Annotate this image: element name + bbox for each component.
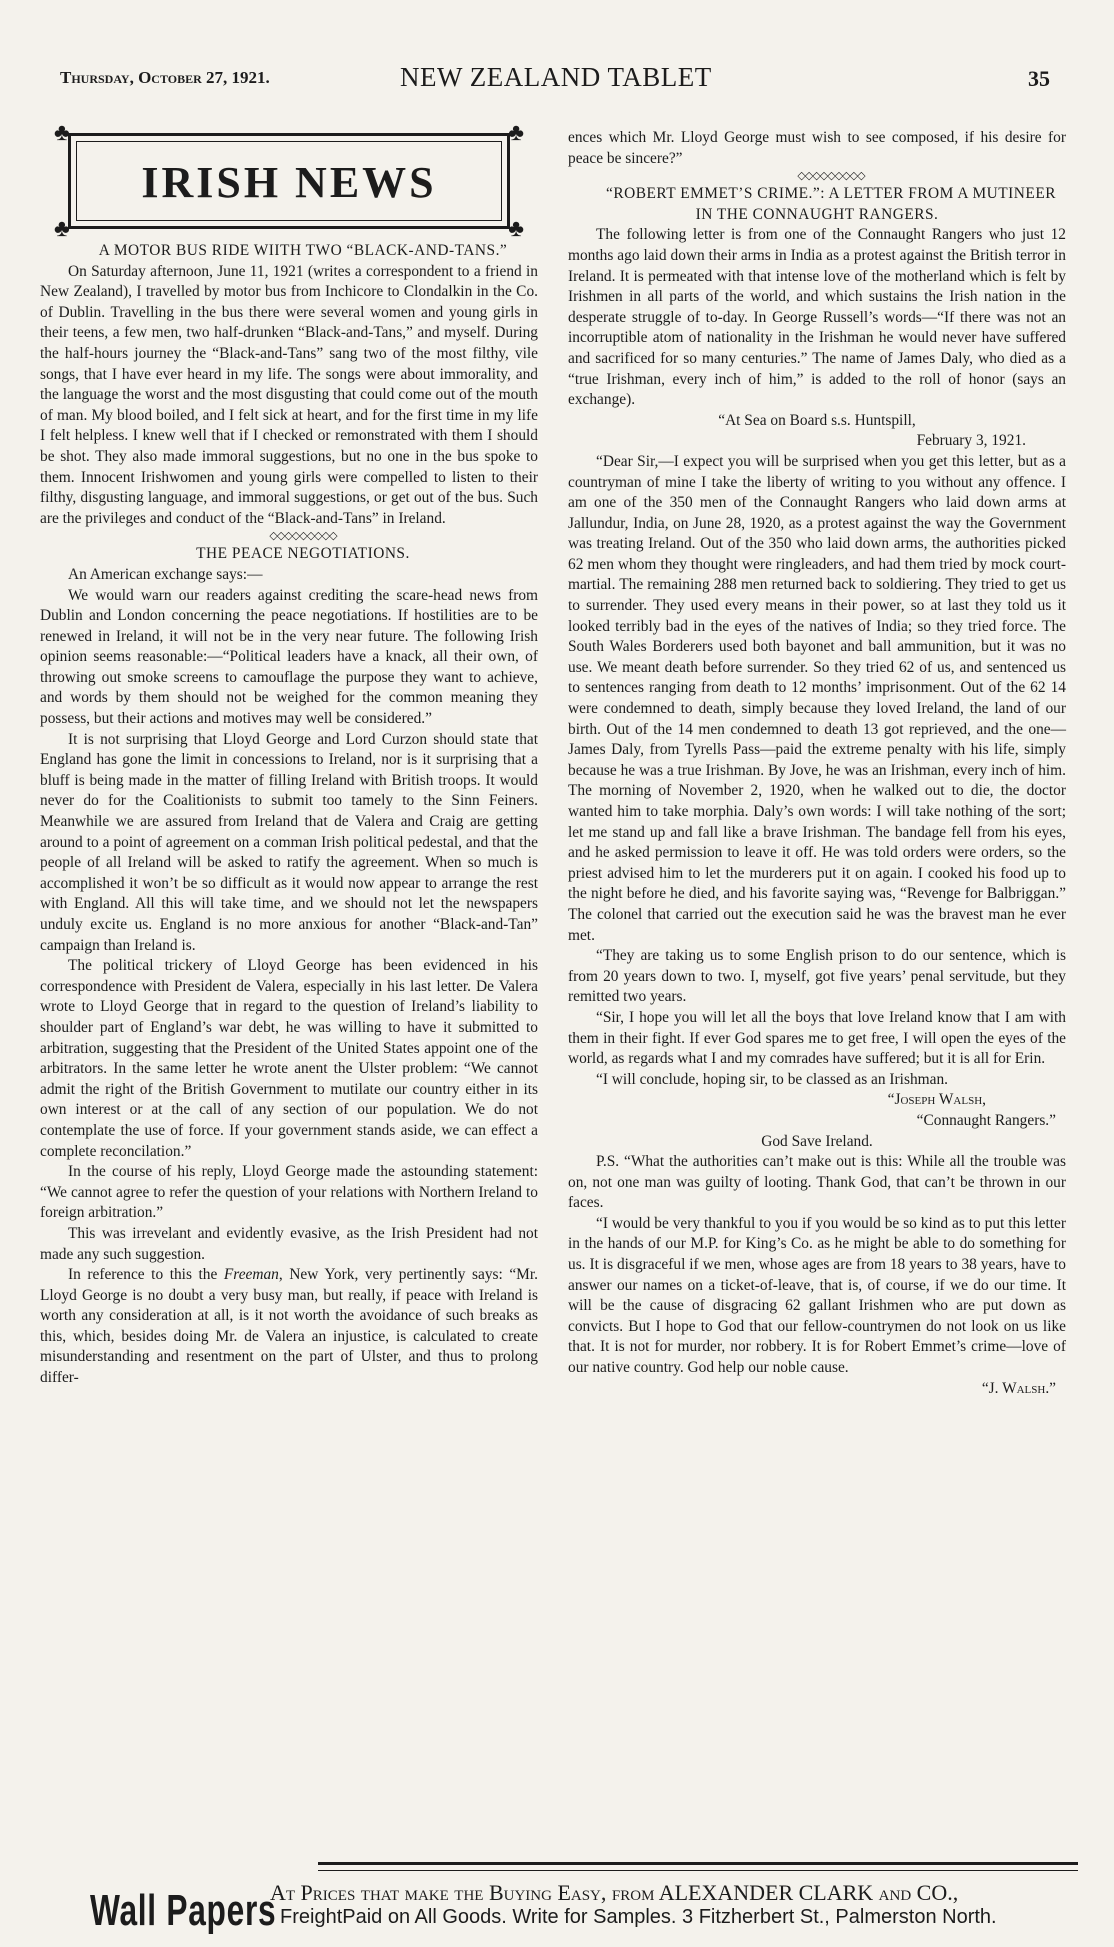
peace-heading: THE PEACE NEGOTIATIONS. [196,545,410,563]
postscript-paragraph: P.S. “What the authorities can’t make out is this: While all the trouble was on, not one man was guilty of looting. Thank God, that can’t be thrown in our faces. [568,1153,1066,1212]
shamrock-icon: ♣ [508,120,524,146]
letter-place: “At Sea on Board s.s. Huntspill, [718,411,916,429]
emmet-heading: “ROBERT EMMET’S CRIME.”: A LETTER FROM A MUTINEER IN THE CONNAUGHT RANGERS. [606,185,1056,223]
banner-title: IRISH NEWS [141,158,437,207]
masthead: NEW ZEALAND TABLET [400,62,712,92]
shamrock-icon: ♣ [54,120,70,146]
intro-paragraph: The following letter is from one of the Connaught Rangers who just 12 months ago laid down their arms in India as a protest against the British terror in Ireland. It is permeated with that intense love of the motherland which is felt by Irishmen in all parts of the world, and which sustains the Irish nation in the desperate struggle of to-day. In George Russell’s words—“If there was not an incorruptible atom of nationality in the Irishman he would never have suffered and sacrificed for so many centuries.” The name of James Daly, who died as a “true Irishman, every inch of him,” is added to the roll of honor (says an exchange). [568,226,1066,409]
letter-date: February 3, 1921. [916,432,1026,450]
signature-regiment: “Connaught Rangers.” [916,1111,1056,1129]
peace-paragraph [40,1265,538,1389]
right-column [568,128,1066,1399]
page-number: 35 [1028,66,1050,91]
footer-advert [60,1878,1080,1938]
postscript-paragraph: “I would be very thankful to you if you would be so kind as to put this letter in the hands of our M.P. for King’s Co. as he might be able to do something for us. It is disgraceful if we men, whose ages are from 18 years to 38 years, have to answer our names on a ticket-of-leave, that is, of course, if we do our time. It will be the cause of disgracing 62 gallant Irishmen who are put down as convicts. But I hope to God that our fellow-countrymen do not look on us like that. It is not for murder, nor robbery. It is for Robert Emmet’s crime—love of our native country. God help our noble cause. [568,1214,1066,1377]
issue-date: Thursday, October 27, 1921. [60,68,270,87]
freeman-title: Freeman [223,1266,279,1284]
wall-papers-brand: Wall Papers [90,1886,277,1935]
footer-rule-thin [318,1870,1078,1871]
signature-initial: “J. Walsh.” [981,1379,1056,1397]
peace-paragraph: In the course of his reply, Lloyd George made the astounding statement: “We cannot agree to refer the question of your relations with Northern Ireland to foreign arbitration.” [40,1163,538,1222]
shamrock-icon: ♣ [54,216,70,242]
irish-news-banner [54,120,524,242]
shamrock-icon: ♣ [508,216,524,242]
advert-line-2: FreightPaid on All Goods. Write for Samples. 3 Fitzherbert St., Palmerston North. [280,1906,997,1928]
god-save-ireland: God Save Ireland. [761,1132,873,1150]
letter-paragraph: “I will conclude, hoping sir, to be classed as an Irishman. [596,1070,948,1088]
letter-paragraph: “Sir, I hope you will let all the boys that love Ireland know that I am with them in their fight. If ever God spares me to get free, I will open the eyes of the world, as regards what I and my comrades have suffered; but it is all for Erin. [568,1008,1066,1068]
ornament-divider: ◇◇◇◇◇◇◇◇◇ [797,170,865,183]
motorbus-heading: A MOTOR BUS RIDE WIITH TWO “BLACK-AND-TANS.” [98,242,508,259]
motorbus-paragraph: On Saturday afternoon, June 11, 1921 (writes a correspondent to a friend in New Zealand), I travelled by motor bus from Inchicore to Clondalkin in the Co. of Dublin. Travelling in the bus there were several women and young girls in their teens, a few men, two half-drunken “Black-and-Tans,” and myself. During the half-hours journey the “Black-and-Tans” sang two of the most filthy, vile songs, that I have ever heard in my life. The songs were about immorality, and the language the worst and the most disgusting that could come out of the mouth of man. My blood boiled, and I felt sick at heart, and for the first time in my life I felt helpless. I knew well that if I checked or remonstrated with them I should be shot. They also made immoral suggestions, but no one in the bus spoke to them. Innocent Irishwomen and young girls were compelled to listen to their filthy, disgusting language, and immoral suggestions, or get out of the bus. Such are the privileges and conduct of the “Black-and-Tans” in Ireland. [40,262,538,527]
footer-rule [318,1862,1078,1865]
peace-paragraph: An American exchange says:— [68,565,263,583]
left-column [40,120,538,1389]
page-header [60,62,1050,98]
peace-paragraph: It is not surprising that Lloyd George and Lord Curzon should state that England has gone the limit in concessions to Ireland, nor is it surprising that a bluff is being made in the matter of filling Ireland with British troops. It would never do for the Coalitionists to submit too tamely to the Sinn Feiners. Meanwhile we are assured from Ireland that de Valera and Craig are getting around to a point of agreement on a comman Irish political pedestal, and that the people of all Ireland will be asked to ratify the agreement. When so much is accomplished it won’t be so difficult as it would now appear to arrange the rest with England. All this will take time, and we should not let the newspapers unduly excite us. England is no more anxious for another “Black-and-Tan” campaign than Ireland is. [40,730,538,954]
ornament-divider: ◇◇◇◇◇◇◇◇◇ [269,530,337,543]
peace-paragraph: This was irrevelant and evidently evasive, as the Irish President had not made any such suggestion. [40,1224,538,1263]
text-run: , New York, very pertinently says: “Mr. Lloyd George is no doubt a very busy man, but really, if peace with Ireland is worth any consideration at all, is it not worth the avoidance of such breaks as this, which, besides doing Mr. de Valera an injustice, is calculated to create misunderstanding and resentment on the part of Ulster, and thus to prolong differ- [40,1266,538,1387]
letter-paragraph: “Dear Sir,—I expect you will be surprised when you get this letter, but as a countryman of mine I take the liberty of writing to you without any offence. I am one of the 350 men of the Connaught Rangers who laid down arms at Jallundur, India, on June 28, 1920, as a protest against the way the Government was treating Ireland. Out of the 350 who laid down arms, the authorities picked 62 men whom they thought were ringleaders, and had them tried by mock court-martial. The remaining 288 men returned back to soldiering. They tried to get us to surrender. They used every means in their power, so at last they told us it looked terribly bad in the eyes of the natives of India; so they tried force. The South Wales Borderers used both bayonet and ball ammunition, but it was no use. We meant death before surrender. So they tried 62 of us, and sentenced us to sentences ranging from death to 12 months’ imprisonment. Out of the 62 14 were condemned to death, simply because they loved Ireland, the land of our birth. Out of the 14 men condemned to death 13 got reprieved, and the one—James Daly, from Tyrells Pass—paid the extreme penalty with his life, simply because he was a true Irishman. By Jove, he was an Irishman, every inch of him. The morning of November 2, 1920, when he walked out to die, the doctor wanted him to take morphia. Daly’s own words: I will take nothing of the sort; let me stand up and fall like a brave Irishman. The bandage fell from his eyes, and he asked permission to leave it off. He was told orders were orders, so the priest advised him to let the murderers put it on again. I cooked his food up to the night before he died, and his favorite saying was, “Revenge for Balbriggan.” The colonel that carried out the execution said he was the bravest man he ever met. [568,452,1066,944]
text-run: In reference to this the [68,1266,224,1284]
peace-paragraph: The political trickery of Lloyd George has been evidenced in his correspondence with President de Valera, especially in his last letter. De Valera wrote to Lloyd George that in regard to the question of Ireland’s liability to shoulder part of England’s war debt, he was willing to have it submitted to arbitration, suggesting that the President of the United States appoint one of the arbitrators. In the same letter he wrote anent the Ulster problem: “We cannot admit the right of the British Government to mutilate our country either in its own interest or at the call of any section of our population. We do not contemplate the use of force. If your government stands aside, we can effect a complete reconcilation.” [40,957,538,1160]
signature-name: “Joseph Walsh, [887,1091,986,1109]
continued-text: ences which Mr. Lloyd George must wish to see composed, if his desire for peace be sincere?” [568,129,1066,167]
advert-line-1: At Prices that make the Buying Easy, from ALEXANDER CLARK and CO., [270,1880,959,1905]
peace-paragraph: We would warn our readers against crediting the scare-head news from Dublin and London concerning the peace negotiations. If hostilities are to be renewed in Ireland, it will not be in the very near future. The following Irish opinion seems reasonable:—“Political leaders have a knack, all their own, of throwing out smoke screens to camouflage the purpose they want to achieve, and words by them should not be weighed for the common meaning they possess, but their actions and motives may well be considered.” [40,586,538,728]
letter-paragraph: “They are taking us to some English prison to do our sentence, which is from 20 years down to two. I, myself, got five years’ penal servitude, but they remitted two years. [568,947,1066,1006]
